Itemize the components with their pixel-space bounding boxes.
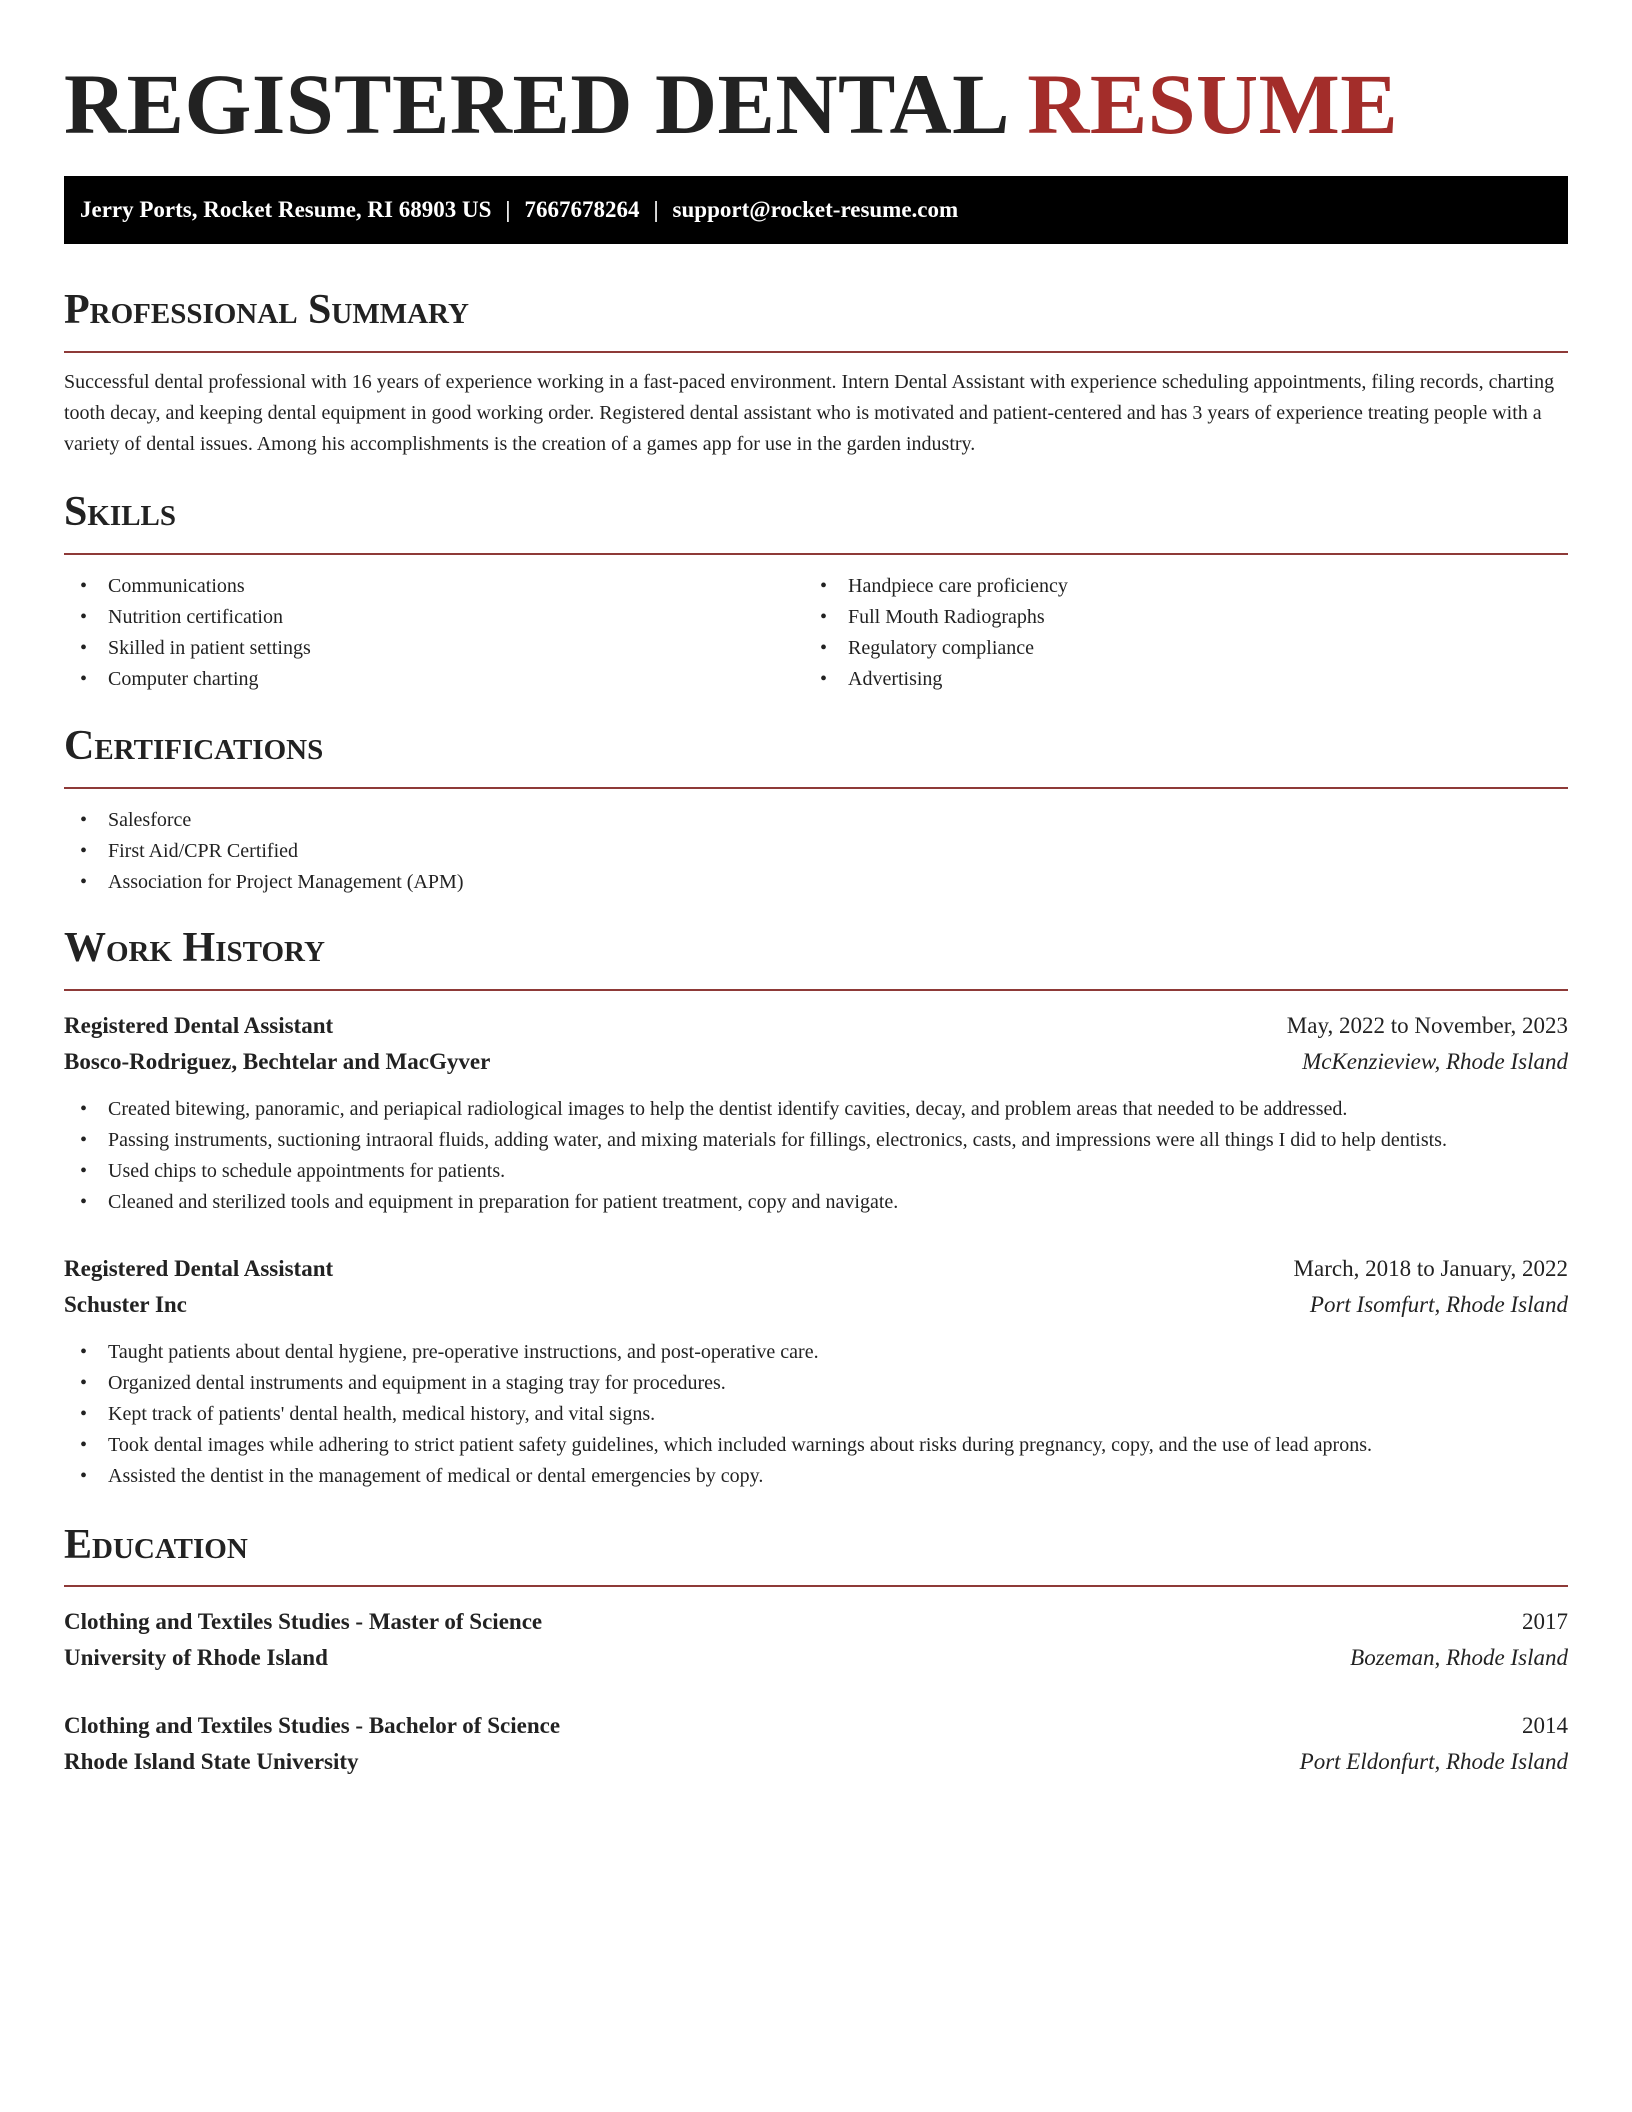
section-divider — [64, 787, 1568, 789]
education-location: Port Eldonfurt, Rhode Island — [1299, 1749, 1568, 1774]
job-header — [64, 1008, 1568, 1044]
education-school: Rhode Island State University — [64, 1749, 359, 1774]
list-item: • Nutrition certification — [64, 602, 311, 633]
list-item: • Skilled in patient settings — [64, 633, 311, 664]
section-divider — [64, 351, 1568, 353]
job-location: McKenzieview, Rhode Island — [1302, 1049, 1568, 1074]
job-title: Registered Dental Assistant — [64, 1013, 334, 1038]
section-divider — [64, 553, 1568, 555]
list-item: • Assisted the dentist in the management of medical or dental emergencies by copy. — [64, 1461, 1372, 1492]
list-item: • Passing instruments, suctioning intraoral fluids, adding water, and mixing materials for fillings, electronics, casts, and impressions were all things I did to help dentists. — [64, 1125, 1447, 1156]
job-subheader — [64, 1044, 1568, 1080]
contact-phone: 7667678264 — [524, 197, 640, 222]
education-header — [64, 1604, 1568, 1640]
list-item: • Cleaned and sterilized tools and equipment in preparation for patient treatment, copy and navigate. — [64, 1187, 1447, 1218]
list-item: • Advertising — [804, 664, 1068, 695]
list-item: • Taught patients about dental hygiene, pre-operative instructions, and post-operative care. — [64, 1337, 1372, 1368]
list-item: • Organized dental instruments and equipment in a staging tray for procedures. — [64, 1368, 1372, 1399]
job-duties-list — [64, 1094, 1447, 1218]
list-item: • Regulatory compliance — [804, 633, 1068, 664]
job-location: Port Isomfurt, Rhode Island — [1309, 1292, 1568, 1317]
job-header — [64, 1251, 1568, 1287]
resume-title — [64, 56, 1398, 152]
job-dates: May, 2022 to November, 2023 — [1286, 1013, 1568, 1038]
section-heading-work-history: Work History — [64, 925, 325, 971]
section-heading-education: Education — [64, 1522, 248, 1568]
section-heading-summary: Professional Summary — [64, 287, 469, 333]
education-subheader — [64, 1744, 1568, 1780]
skills-list-left — [64, 571, 311, 695]
list-item: • Created bitewing, panoramic, and periapical radiological images to help the dentist identify cavities, decay, and problem areas that needed to be addressed. — [64, 1094, 1447, 1125]
contact-bar — [64, 176, 1568, 244]
contact-email: support@rocket-resume.com — [672, 197, 959, 222]
section-divider — [64, 989, 1568, 991]
summary-text: Successful dental professional with 16 years of experience working in a fast-paced environment. Intern Dental Assistant with experience scheduling appointments, filing records, charting tooth decay, and keeping dental equipment in good working order. Registered dental assistant who is motivated and patient-centered and has 3 years of experience treating people with a variety of dental issues. Among his accomplishments is the creation of a games app for use in the garden industry. — [64, 371, 1555, 455]
list-item: • Handpiece care proficiency — [804, 571, 1068, 602]
job-company: Bosco-Rodriguez, Bechtelar and MacGyver — [64, 1049, 491, 1074]
list-item: • Association for Project Management (APM) — [64, 867, 463, 898]
job-duties-list — [64, 1337, 1372, 1492]
resume-title-accent: RESUME — [1027, 56, 1399, 152]
education-degree: Clothing and Textiles Studies - Bachelor of Science — [64, 1713, 561, 1738]
list-item: • Computer charting — [64, 664, 311, 695]
list-item: • Full Mouth Radiographs — [804, 602, 1068, 633]
education-subheader — [64, 1640, 1568, 1676]
resume-title-main: REGISTERED DENTAL — [64, 56, 1006, 152]
certifications-list — [64, 805, 463, 898]
job-company: Schuster Inc — [64, 1292, 187, 1317]
education-location: Bozeman, Rhode Island — [1350, 1645, 1568, 1670]
job-title: Registered Dental Assistant — [64, 1256, 334, 1281]
list-item: • Communications — [64, 571, 311, 602]
education-year: 2014 — [1522, 1713, 1568, 1738]
section-divider — [64, 1585, 1568, 1587]
education-header — [64, 1708, 1568, 1744]
skills-list-right — [804, 571, 1068, 695]
list-item: • Salesforce — [64, 805, 463, 836]
education-year: 2017 — [1522, 1609, 1568, 1634]
contact-separator: | — [653, 197, 659, 222]
job-dates: March, 2018 to January, 2022 — [1293, 1256, 1568, 1281]
contact-separator: | — [505, 197, 511, 222]
contact-address: Jerry Ports, Rocket Resume, RI 68903 US — [80, 197, 492, 222]
section-heading-skills: Skills — [64, 489, 177, 535]
list-item: • Used chips to schedule appointments for patients. — [64, 1156, 1447, 1187]
list-item: • Took dental images while adhering to strict patient safety guidelines, which included warnings about risks during pregnancy, copy, and the use of lead aprons. — [64, 1430, 1372, 1461]
list-item: • First Aid/CPR Certified — [64, 836, 463, 867]
education-school: University of Rhode Island — [64, 1645, 328, 1670]
job-subheader — [64, 1287, 1568, 1323]
education-degree: Clothing and Textiles Studies - Master of Science — [64, 1609, 543, 1634]
section-heading-certifications: Certifications — [64, 723, 324, 769]
list-item: • Kept track of patients' dental health, medical history, and vital signs. — [64, 1399, 1372, 1430]
